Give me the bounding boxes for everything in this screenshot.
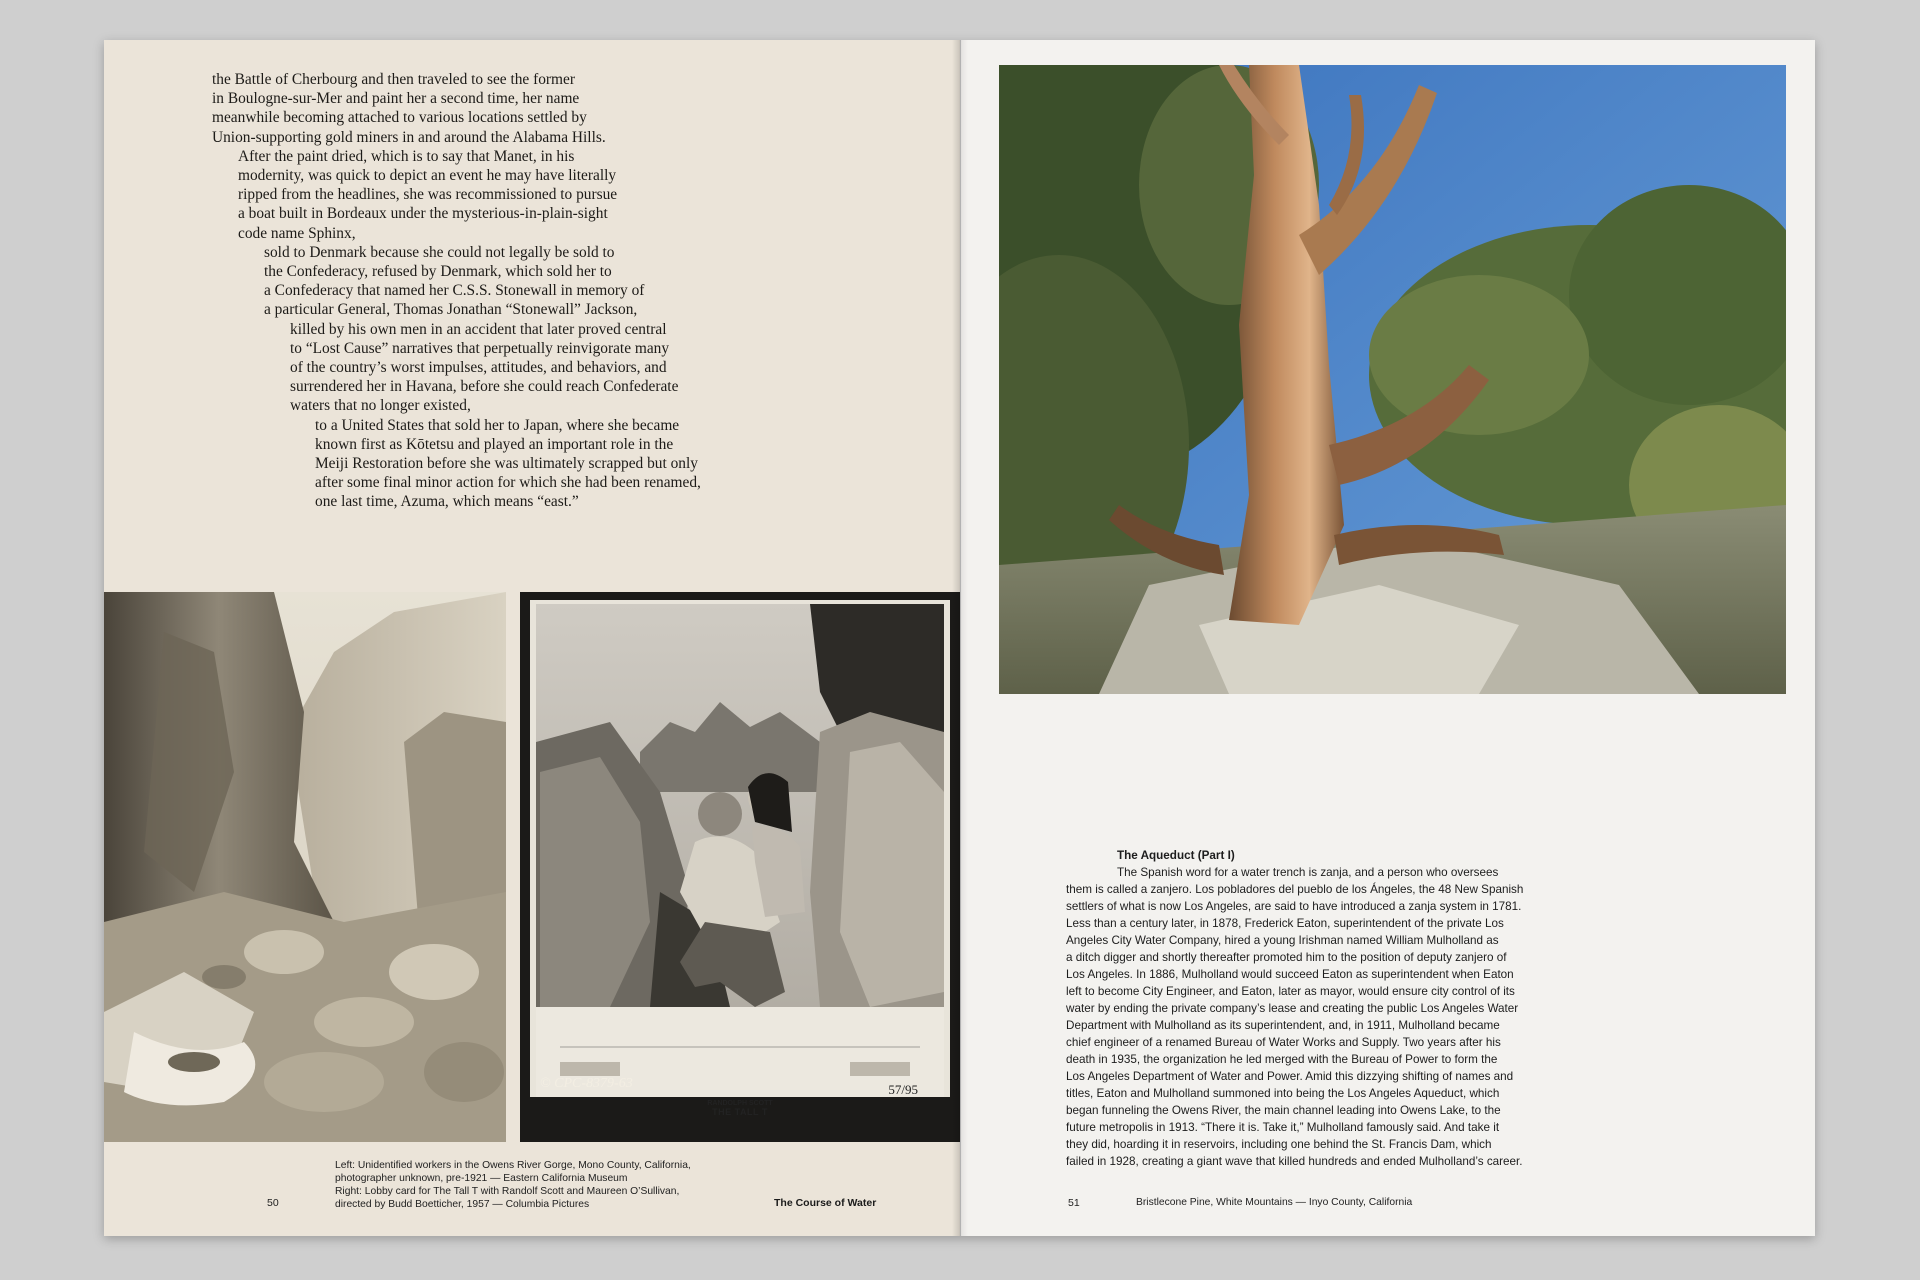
page-number-left: 50 xyxy=(267,1197,279,1209)
poem-line: of the country’s worst impulses, attitudes, and behaviors, and xyxy=(290,359,667,377)
article-line: future metropolis in 1913. “There it is. Take it,” Mulholland famously said. And take it xyxy=(1066,1121,1500,1134)
article-line: titles, Eaton and Mulholland summoned into being the Los Angeles Aqueduct, which xyxy=(1066,1087,1500,1100)
running-head: The Course of Water xyxy=(774,1197,877,1209)
article-line: Los Angeles. In 1886, Mulholland would succeed Eaton as superintendent when Eaton xyxy=(1066,968,1514,981)
article-line: they did, hoarding it in reservoirs, including one behind the St. Francis Dam, which xyxy=(1066,1138,1492,1151)
poem-line: killed by his own men in an accident that later proved central xyxy=(290,320,667,338)
poem-line: after some final minor action for which she had been renamed, xyxy=(315,474,701,492)
article-line: settlers of what is now Los Angeles, are said to have introduced a zanja system in 1781. xyxy=(1066,900,1522,913)
book-spread xyxy=(104,40,1815,1236)
left-page xyxy=(104,40,960,1236)
article-line: began funneling the Owens River, the main channel leading into Owens Lake, to the xyxy=(1066,1104,1501,1117)
article-line: them is called a zanjero. Los pobladores del pueblo de los Ángeles, the 48 New Spanish xyxy=(1066,883,1524,896)
right-page xyxy=(961,40,1815,1236)
poem-line: known first as Kōtetsu and played an important role in the xyxy=(315,435,674,453)
poem-line: surrendered her in Havana, before she could reach Confederate xyxy=(290,378,679,396)
poem-line: After the paint dried, which is to say that Manet, in his xyxy=(238,147,575,165)
caption-line: directed by Budd Boetticher, 1957 — Columbia Pictures xyxy=(335,1199,590,1210)
gorge-photo xyxy=(104,592,506,1142)
poem-line: ripped from the headlines, she was recommissioned to pursue xyxy=(238,186,618,204)
poem-line: Meiji Restoration before she was ultimately scrapped but only xyxy=(315,455,698,473)
lobby-card-title: THE TALL T xyxy=(712,1107,768,1117)
poem-line: the Confederacy, refused by Denmark, which sold her to xyxy=(264,263,612,281)
caption-line: Right: Lobby card for The Tall T with Randolf Scott and Maureen O’Sullivan, xyxy=(335,1186,680,1197)
lobby-card-photo xyxy=(520,592,960,1142)
poem-text xyxy=(212,70,812,512)
poem-line: sold to Denmark because she could not legally be sold to xyxy=(264,243,615,261)
page-number-right: 51 xyxy=(1068,1197,1080,1209)
article-title: The Aqueduct (Part I) xyxy=(1117,849,1235,862)
article-line: a ditch digger and shortly thereafter promoted him to the position of deputy zanjero of xyxy=(1066,951,1507,964)
article-line: left to become City Engineer, and Eaton, later as mayor, would ensure city control of its xyxy=(1066,985,1515,998)
bristlecone-pine-photo xyxy=(999,65,1786,694)
photo-caption-right: Bristlecone Pine, White Mountains — Inyo County, California xyxy=(1136,1197,1413,1208)
lobby-card-code: © CPC-8379-63 xyxy=(540,1076,633,1091)
poem-line: to a United States that sold her to Japan, where she became xyxy=(315,416,680,434)
article-line: Less than a century later, in 1878, Frederick Eaton, superintendent of the private Los xyxy=(1066,917,1504,930)
poem-line: to “Lost Cause” narratives that perpetually reinvigorate many xyxy=(290,339,670,357)
article-line: Los Angeles Department of Water and Power. Amid this dizzying shifting of names and xyxy=(1066,1070,1514,1083)
article-line: death in 1935, the organization he led merged with the Bureau of Power to form the xyxy=(1066,1053,1498,1066)
article-line: chief engineer of a renamed Bureau of Water Works and Supply. Two years after his xyxy=(1066,1036,1501,1049)
lobby-card-number: 57/95 xyxy=(888,1082,918,1097)
article-line: Angeles City Water Company, hired a young Irishman named William Mulholland as xyxy=(1066,934,1499,947)
poem-line: modernity, was quick to depict an event he may have literally xyxy=(238,167,617,185)
poem-line: a Confederacy that named her C.S.S. Stonewall in memory of xyxy=(264,282,645,300)
poem-line: in Boulogne-sur-Mer and paint her a second time, her name xyxy=(212,90,580,108)
poem-line: meanwhile becoming attached to various locations settled by xyxy=(212,109,587,127)
article-line: failed in 1928, creating a giant wave that killed hundreds and ended Mulholland’s career. xyxy=(1066,1155,1523,1168)
article-line: Department with Mulholland as its superintendent, and, in 1911, Mulholland became xyxy=(1066,1019,1500,1032)
article-line: water by ending the private company’s lease and creating the public Los Angeles Water xyxy=(1066,1002,1519,1015)
caption-line: Left: Unidentified workers in the Owens River Gorge, Mono County, California, xyxy=(335,1160,691,1171)
poem-line: Union-supporting gold miners in and around the Alabama Hills. xyxy=(212,128,606,146)
poem-line: a particular General, Thomas Jonathan “Stonewall” Jackson, xyxy=(264,301,638,319)
photo-caption-left xyxy=(335,1159,755,1211)
poem-line: one last time, Azuma, which means “east.” xyxy=(315,493,579,511)
caption-line: photographer unknown, pre-1921 — Eastern California Museum xyxy=(335,1173,628,1184)
poem-line: waters that no longer existed, xyxy=(290,397,471,415)
poem-line: a boat built in Bordeaux under the mysterious-in-plain-sight xyxy=(238,205,608,223)
article-line: The Spanish word for a water trench is zanja, and a person who oversees xyxy=(1117,866,1499,879)
lobby-card-star: RANDOLPH SCOTT xyxy=(707,1100,773,1107)
poem-line: code name Sphinx, xyxy=(238,224,356,242)
poem-line: the Battle of Cherbourg and then traveled to see the former xyxy=(212,71,575,88)
article xyxy=(1066,847,1606,1170)
